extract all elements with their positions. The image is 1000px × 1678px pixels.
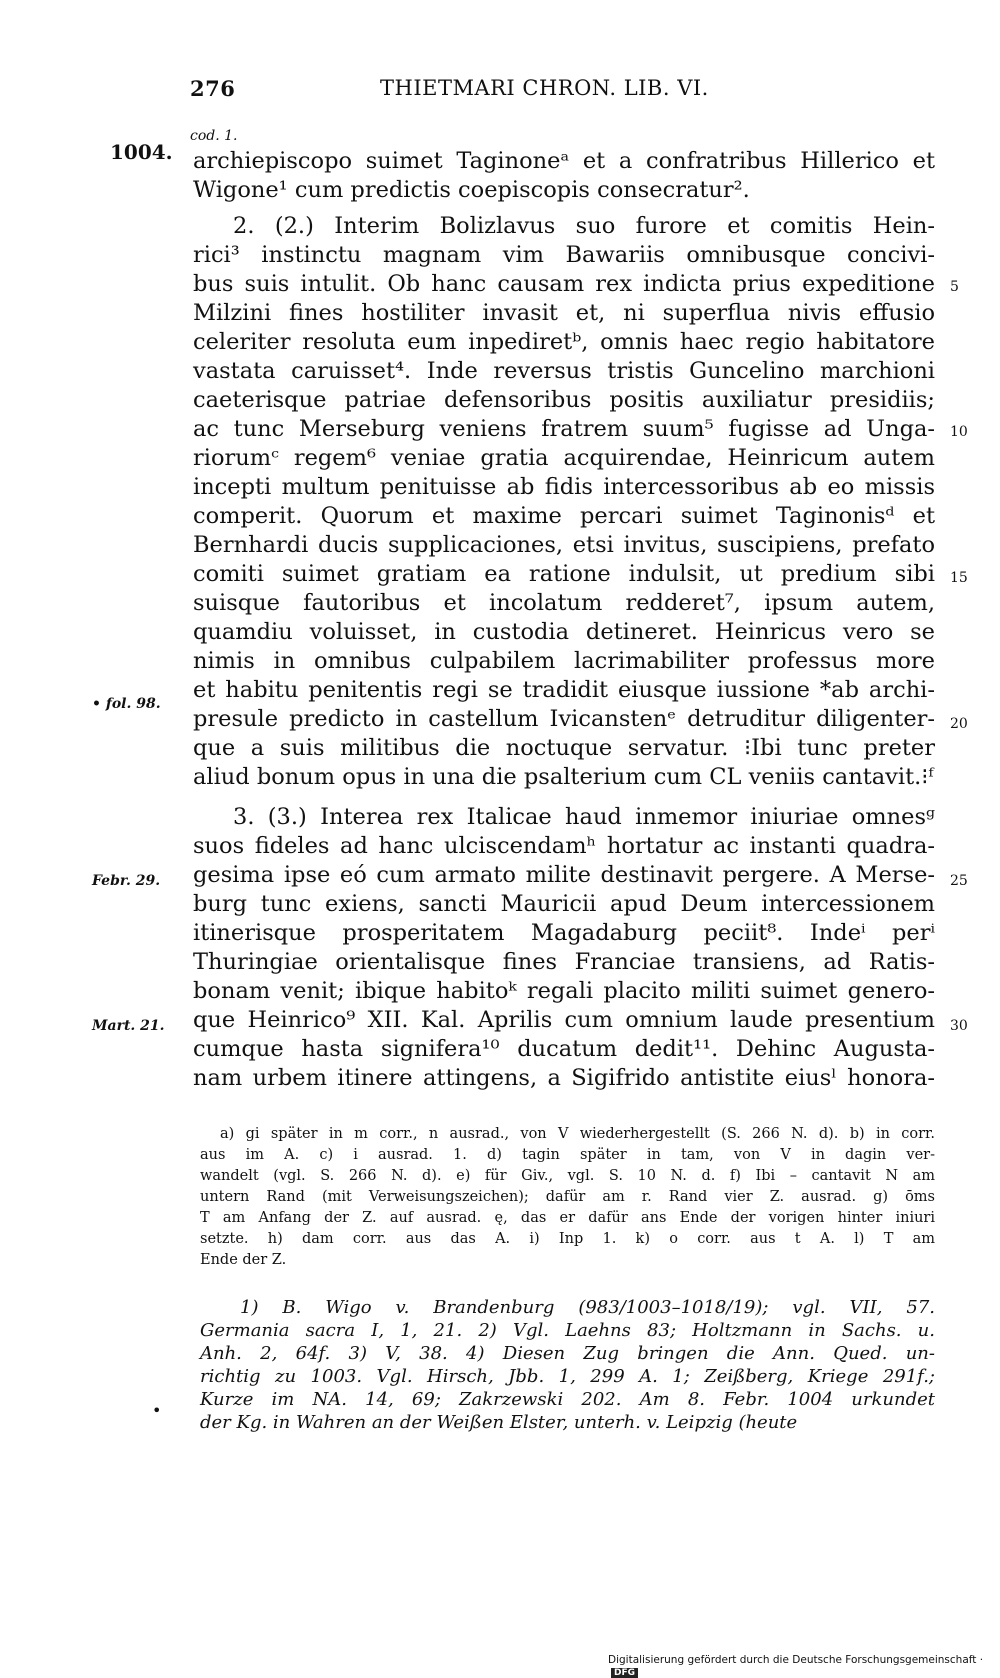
- margin-date-mart: Mart. 21.: [92, 1018, 165, 1034]
- text-line: riorumᶜ regem⁶ veniae gratia acquirendae, Heinricum autem: [193, 445, 935, 471]
- text-line: Bernhardi ducis supplicaciones, etsi invitus, suscipiens, prefato: [193, 532, 935, 558]
- text-line: bonam venit; ibique habitoᵏ regali placito militi suimet genero-: [193, 978, 935, 1004]
- apparatus-line: a) gi später in m corr., n ausrad., von V wiederhergestellt (S. 266 N. d). b) in corr.: [220, 1126, 935, 1142]
- codex-note: cod. 1.: [190, 128, 238, 144]
- commentary-line: Kurze im NA. 14, 69; Zakrzewski 202. Am 8. Febr. 1004 urkundet: [200, 1389, 935, 1410]
- commentary-line: richtig zu 1003. Vgl. Hirsch, Jbb. 1, 299 A. 1; Zeißberg, Kriege 291f.;: [200, 1366, 935, 1387]
- text-line: 2. (2.) Interim Bolizlavus suo furore et comitis Hein-: [233, 213, 935, 239]
- text-line: quamdiu voluisset, in custodia detineret. Heinricus vero se: [193, 619, 935, 645]
- apparatus-line: untern Rand (mit Verweisungszeichen); dafür am r. Rand vier Z. ausrad. g) ōms: [200, 1189, 935, 1205]
- commentary-line: 1) B. Wigo v. Brandenburg (983/1003–1018/19); vgl. VII, 57.: [240, 1297, 935, 1318]
- page-number: 276: [190, 76, 236, 101]
- text-line: rici³ instinctu magnam vim Bawariis omnibusque concivi-: [193, 242, 935, 268]
- line-number: 30: [950, 1018, 968, 1034]
- line-number: 5: [950, 279, 959, 295]
- text-line: gesima ipse eó cum armato milite destinavit pergere. A Merse-: [193, 862, 935, 888]
- text-line: ac tunc Merseburg veniens fratrem suum⁵ fugisse ad Unga-: [193, 416, 935, 442]
- text-line: vastata caruisset⁴. Inde reversus tristis Guncelino marchioni: [193, 358, 935, 384]
- text-line: itinerisque prosperitatem Magadaburg peciit⁸. Indeⁱ perⁱ: [193, 920, 935, 946]
- commentary-line: Anh. 2, 64f. 3) V, 38. 4) Diesen Zug bringen die Ann. Qued. un-: [200, 1343, 935, 1364]
- text-line: nam urbem itinere attingens, a Sigifrido antistite eiusˡ honora-: [193, 1065, 935, 1091]
- text-line: comperit. Quorum et maxime percari suimet Taginonisᵈ et: [193, 503, 935, 529]
- text-line: bus suis intulit. Ob hanc causam rex indicta prius expeditione: [193, 271, 935, 297]
- text-line: presule predicto in castellum Ivicanstenᵉ detruditur diligenter-: [193, 706, 935, 732]
- dfg-logo: DFG: [611, 1668, 638, 1678]
- text-line: suisque fautoribus et incolatum redderet⁷, ipsum autem,: [193, 590, 935, 616]
- apparatus-line: wandelt (vgl. S. 266 N. d). e) für Giv., vgl. S. 10 N. d. f) Ibi – cantavit N am: [200, 1168, 935, 1184]
- running-title: THIETMARI CHRON. LIB. VI.: [380, 76, 709, 100]
- text-line: nimis in omnibus culpabilem lacrimabiliter professus more: [193, 648, 935, 674]
- text-line: Thuringiae orientalisque fines Franciae transiens, ad Ratis-: [193, 949, 935, 975]
- text-line: caeterisque patriae defensoribus positis auxiliatur presidiis;: [193, 387, 935, 413]
- text-line: incepti multum penituisse ab fidis intercessoribus ab eo missis: [193, 474, 935, 500]
- stray-dot: •: [152, 1401, 162, 1420]
- apparatus-line: aus im A. c) i ausrad. 1. d) tagin später in tam, von V in dagin ver-: [200, 1147, 935, 1163]
- line-number: 20: [950, 716, 968, 732]
- apparatus-line: setzte. h) dam corr. aus das A. i) Inp 1. k) o corr. aus t A. l) T am: [200, 1231, 935, 1247]
- text-line: que Heinrico⁹ XII. Kal. Aprilis cum omnium laude presentium: [193, 1007, 935, 1033]
- footer-credit: [608, 1654, 1000, 1678]
- text-line: Milzini fines hostiliter invasit et, ni superflua nivis effusio: [193, 300, 935, 326]
- text-line: archiepiscopo suimet Taginoneᵃ et a confratribus Hillerico et: [193, 148, 935, 174]
- text-line: que a suis militibus die noctuque servatur. ⁝Ibi tunc preter: [193, 735, 935, 761]
- margin-folio: • fol. 98.: [92, 696, 161, 712]
- text-line: 3. (3.) Interea rex Italicae haud inmemor iniuriae omnesᵍ: [233, 804, 935, 830]
- line-number: 25: [950, 873, 968, 889]
- apparatus-line: T am Anfang der Z. auf ausrad. ę, das er dafür ans Ende der vorigen hinter iniuri: [200, 1210, 935, 1226]
- footer-text: Digitalisierung gefördert durch die Deutsche Forschungsgemeinschaft ·: [608, 1654, 984, 1666]
- commentary-line: der Kg. in Wahren an der Weißen Elster, unterh. v. Leipzig (heute: [200, 1412, 798, 1433]
- text-line: celeriter resoluta eum inpediretᵇ, omnis haec regio habitatore: [193, 329, 935, 355]
- line-number: 15: [950, 570, 968, 586]
- text-line: et habitu penitentis regi se tradidit eiusque iussione *ab archi-: [193, 677, 935, 703]
- text-line: aliud bonum opus in una die psalterium cum CL veniis cantavit.⁝ᶠ: [193, 764, 934, 790]
- commentary-line: Germania sacra I, 1, 21. 2) Vgl. Laehns 83; Holtzmann in Sachs. u.: [200, 1320, 935, 1341]
- text-line: suos fideles ad hanc ulciscendamʰ hortatur ac instanti quadra-: [193, 833, 935, 859]
- apparatus-line: Ende der Z.: [200, 1252, 287, 1268]
- text-line: burg tunc exiens, sancti Mauricii apud Deum intercessionem: [193, 891, 935, 917]
- text-line: cumque hasta signifera¹⁰ ducatum dedit¹¹. Dehinc Augusta-: [193, 1036, 935, 1062]
- margin-date-febr: Febr. 29.: [92, 873, 161, 889]
- line-number: 10: [950, 424, 968, 440]
- text-line: comiti suimet gratiam ea ratione indulsit, ut predium sibi: [193, 561, 935, 587]
- text-line: Wigone¹ cum predictis coepiscopis consecratur².: [193, 177, 750, 203]
- margin-year: 1004.: [110, 140, 173, 164]
